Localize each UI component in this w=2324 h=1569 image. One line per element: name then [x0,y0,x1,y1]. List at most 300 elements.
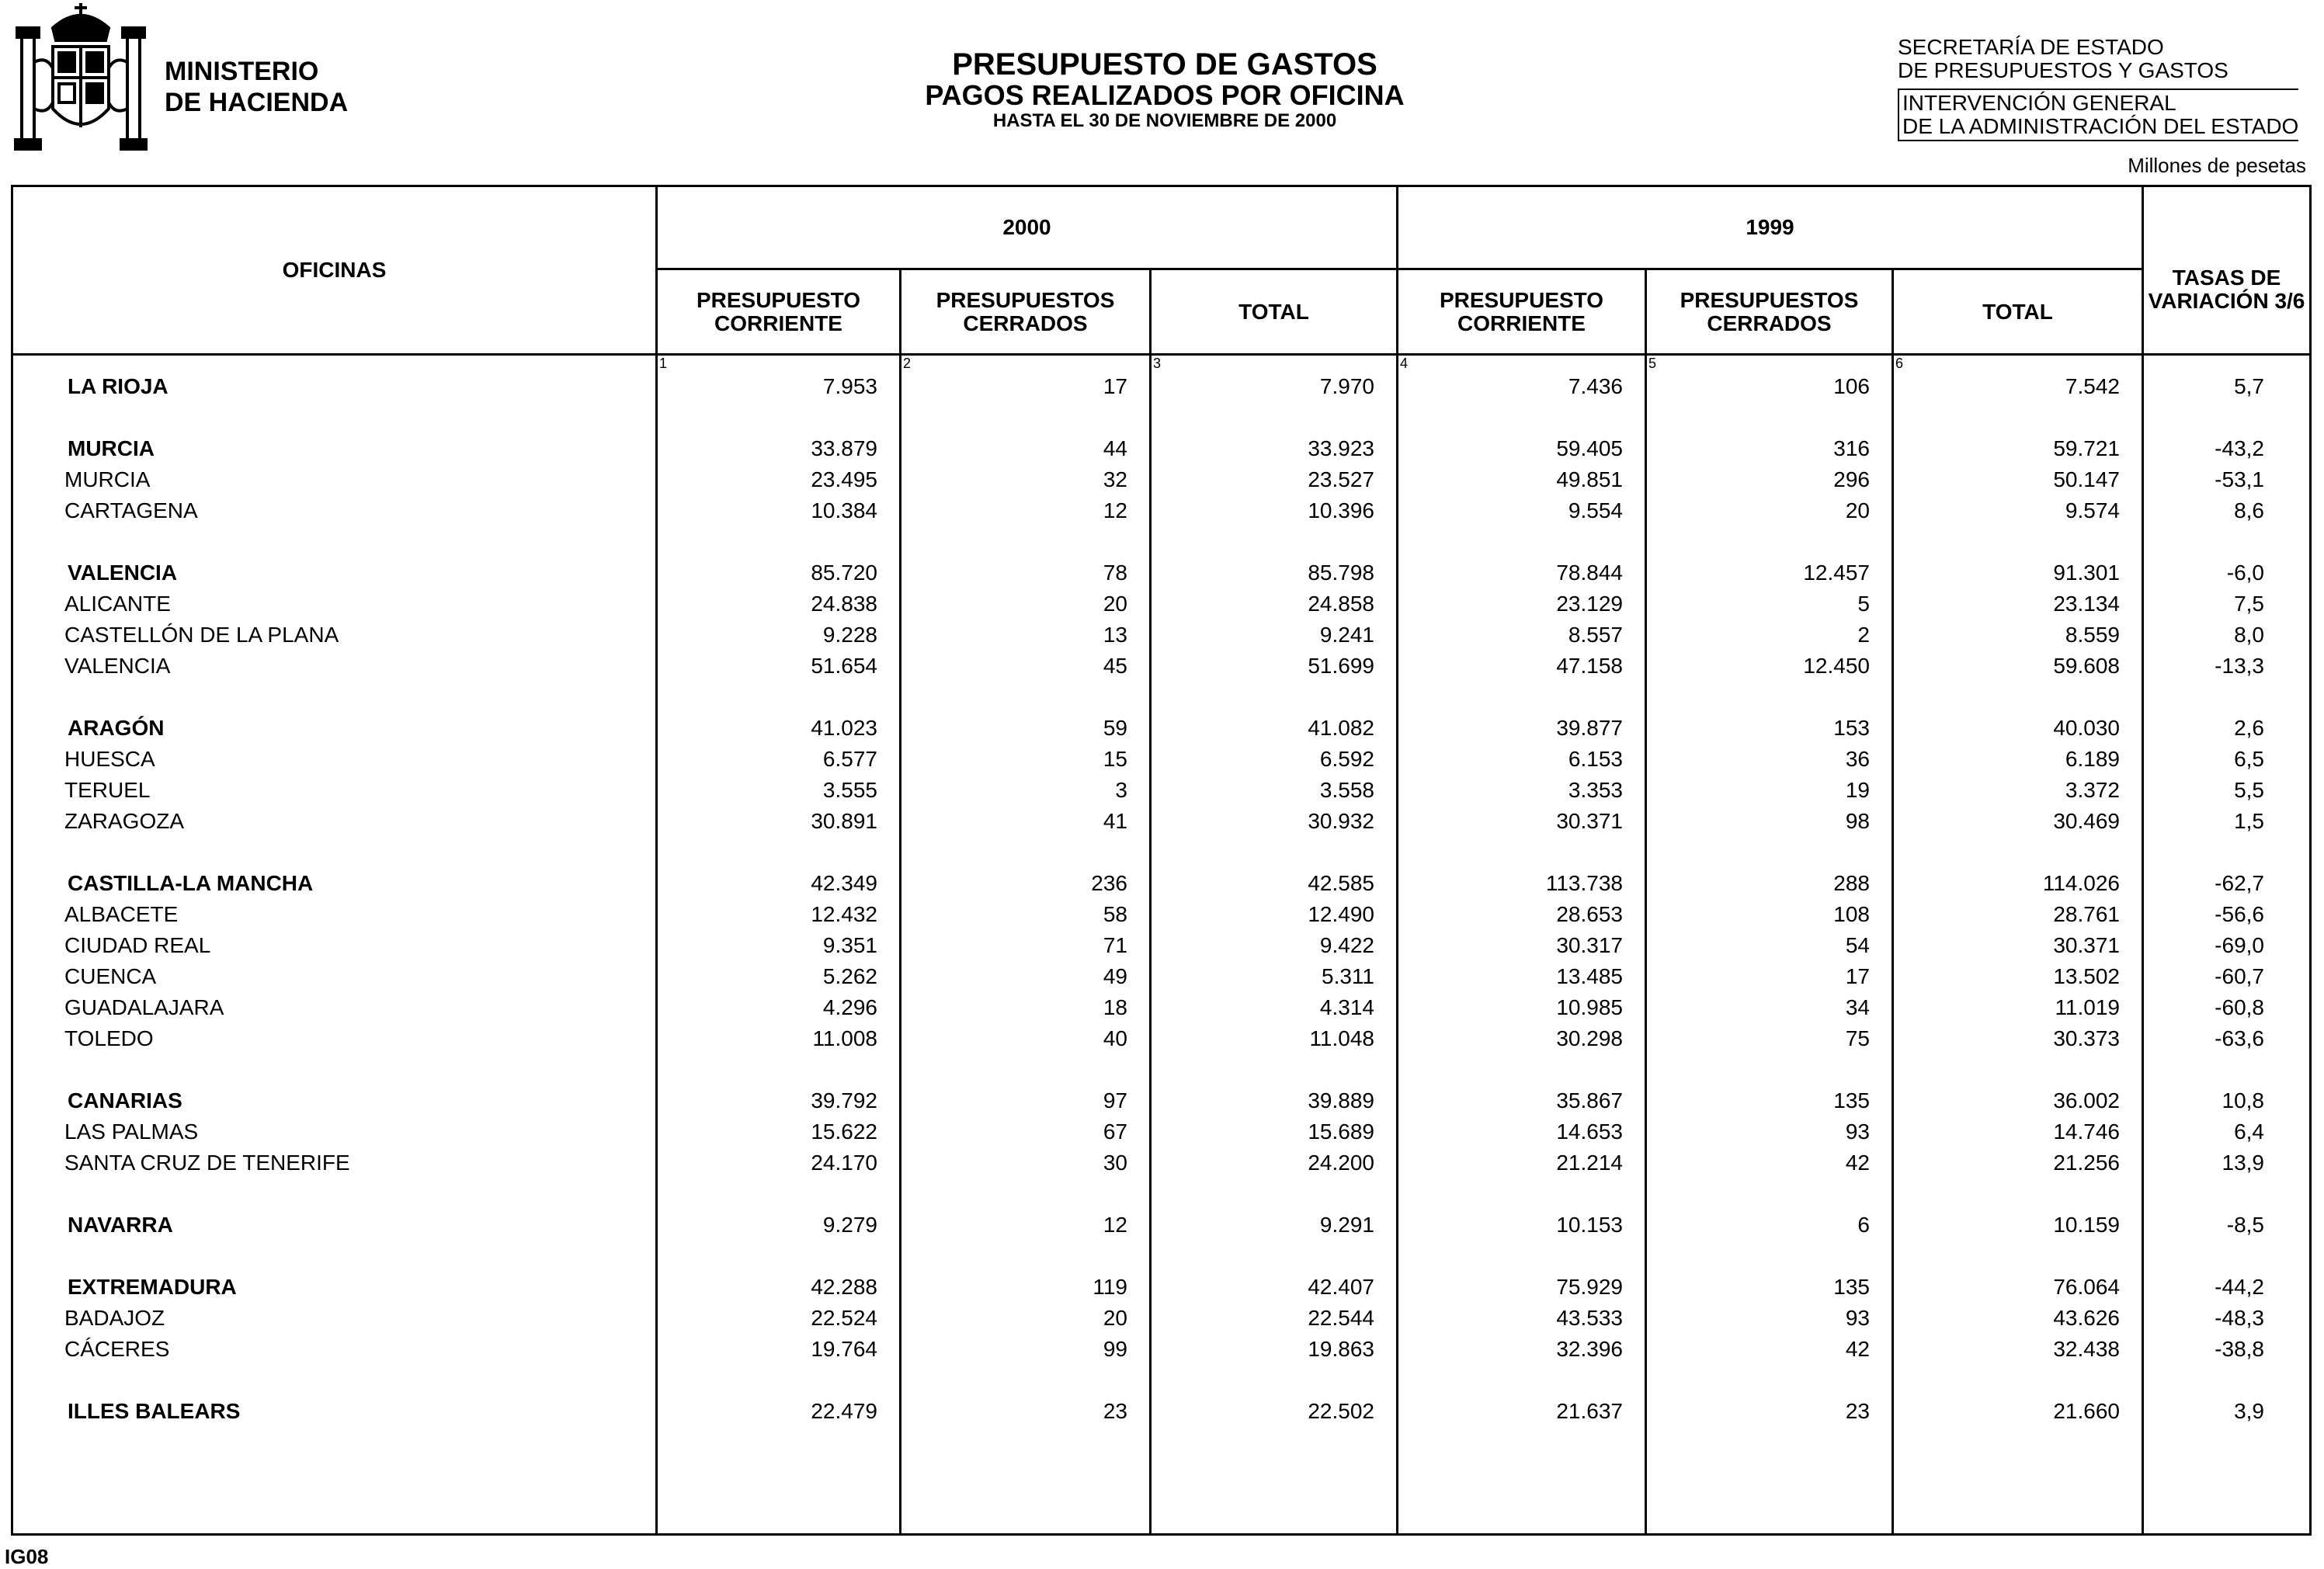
ministry-name [165,56,348,118]
value-c1: 24.170 [657,1147,901,1178]
table-row [12,588,2311,620]
value-c5: 75 [1646,1023,1893,1054]
table-row [12,930,2311,961]
spacer-cell [12,1365,657,1396]
value-c2: 49 [901,961,1151,992]
value-c5: 6 [1646,1210,1893,1241]
value-tasa: -48,3 [2143,1303,2311,1334]
spacer-cell [12,526,657,557]
spacer-cell [901,1365,1151,1396]
spacer-cell [657,682,901,713]
value-c3: 85.798 [1151,557,1398,588]
spacer-cell [1151,1054,1398,1085]
table-row-group [12,1085,2311,1116]
value-c1: 3.555 [657,775,901,806]
value-c4: 6.153 [1398,744,1646,775]
value-c2: 41 [901,806,1151,837]
value-c2: 78 [901,557,1151,588]
value-c6: 23.134 [1893,588,2143,620]
value-c6: 28.761 [1893,899,2143,930]
spacer-cell [1646,837,1893,868]
value-c4: 49.851 [1398,464,1646,495]
report-title-block [776,48,1553,132]
header-2000-total: TOTAL [1151,269,1398,355]
value-c2: 17 [901,371,1151,402]
value-c1: 15.622 [657,1116,901,1147]
table-row [12,651,2311,682]
spacer-cell [12,837,657,868]
value-tasa: 6,5 [2143,744,2311,775]
value-c5: 36 [1646,744,1893,775]
value-c4: 14.653 [1398,1116,1646,1147]
value-c6: 6.189 [1893,744,2143,775]
value-c4: 47.158 [1398,651,1646,682]
header-1999-cerrados: PRESUPUESTOS CERRADOS [1646,269,1893,355]
spacer-cell [1646,1241,1893,1272]
table-row-group [12,1396,2311,1427]
spacer-cell [2143,1054,2311,1085]
spacer-cell [1646,682,1893,713]
header-1999-total: TOTAL [1893,269,2143,355]
column-number-blank [2143,355,2311,372]
value-c3: 4.314 [1151,992,1398,1023]
spacer-cell [657,1241,901,1272]
spacer-cell [1893,1365,2143,1396]
table-row [12,1147,2311,1178]
value-c4: 21.637 [1398,1396,1646,1427]
value-c4: 35.867 [1398,1085,1646,1116]
value-c6: 50.147 [1893,464,2143,495]
table-row [12,464,2311,495]
value-c1: 41.023 [657,713,901,744]
value-c6: 43.626 [1893,1303,2143,1334]
spacer-cell [1646,1178,1893,1210]
filler-cell [1646,1427,1893,1535]
value-c6: 11.019 [1893,992,2143,1023]
value-c6: 7.542 [1893,371,2143,402]
value-tasa: 1,5 [2143,806,2311,837]
office-name: CIUDAD REAL [12,930,657,961]
spacer-row [12,1054,2311,1085]
spacer-cell [657,526,901,557]
table-row [12,961,2311,992]
table-bottom-filler [12,1427,2311,1535]
value-c2: 71 [901,930,1151,961]
spacer-cell [1151,837,1398,868]
value-c2: 23 [901,1396,1151,1427]
spacer-cell [657,402,901,433]
spacer-cell [1893,837,2143,868]
spacer-cell [1398,526,1646,557]
value-c3: 22.544 [1151,1303,1398,1334]
value-c1: 5.262 [657,961,901,992]
value-c2: 3 [901,775,1151,806]
spacer-cell [2143,837,2311,868]
office-name: GUADALAJARA [12,992,657,1023]
office-name: ALBACETE [12,899,657,930]
office-group-name: LA RIOJA [12,371,657,402]
value-c3: 24.858 [1151,588,1398,620]
value-c4: 78.844 [1398,557,1646,588]
value-c6: 91.301 [1893,557,2143,588]
value-tasa: 2,6 [2143,713,2311,744]
filler-cell [12,1427,657,1535]
spacer-cell [901,837,1151,868]
value-c2: 58 [901,899,1151,930]
office-group-name: VALENCIA [12,557,657,588]
value-c4: 30.317 [1398,930,1646,961]
value-c5: 93 [1646,1116,1893,1147]
spacer-cell [901,1178,1151,1210]
spacer-row [12,837,2311,868]
value-tasa: -6,0 [2143,557,2311,588]
value-c4: 39.877 [1398,713,1646,744]
value-c3: 7.970 [1151,371,1398,402]
value-c5: 106 [1646,371,1893,402]
spacer-cell [1151,682,1398,713]
spacer-cell [1646,526,1893,557]
issuer-box-line2: DE LA ADMINISTRACIÓN DEL ESTADO [1902,114,2299,138]
value-c6: 8.559 [1893,620,2143,651]
office-name: TERUEL [12,775,657,806]
value-c1: 9.351 [657,930,901,961]
office-name: TOLEDO [12,1023,657,1054]
table-row [12,806,2311,837]
value-c5: 296 [1646,464,1893,495]
value-c6: 10.159 [1893,1210,2143,1241]
column-number: 6 [1893,355,2143,372]
spacer-cell [901,526,1151,557]
value-c2: 12 [901,1210,1151,1241]
value-c5: 12.457 [1646,557,1893,588]
value-c3: 42.407 [1151,1272,1398,1303]
value-tasa: 7,5 [2143,588,2311,620]
issuer-line1: SECRETARÍA DE ESTADO [1898,35,2164,59]
value-c4: 75.929 [1398,1272,1646,1303]
value-c5: 12.450 [1646,651,1893,682]
spacer-cell [2143,1178,2311,1210]
value-tasa: 5,5 [2143,775,2311,806]
value-c3: 33.923 [1151,433,1398,464]
value-c1: 9.279 [657,1210,901,1241]
spacer-row [12,1365,2311,1396]
spacer-cell [1893,526,2143,557]
table-row-group [12,557,2311,588]
filler-cell [2143,1427,2311,1535]
value-tasa: -60,8 [2143,992,2311,1023]
filler-cell [1398,1427,1646,1535]
value-c2: 12 [901,495,1151,526]
value-c6: 13.502 [1893,961,2143,992]
value-c4: 10.985 [1398,992,1646,1023]
value-c3: 11.048 [1151,1023,1398,1054]
value-c1: 33.879 [657,433,901,464]
value-c2: 18 [901,992,1151,1023]
value-c4: 113.738 [1398,868,1646,899]
column-number: 2 [901,355,1151,372]
value-c3: 10.396 [1151,495,1398,526]
office-group-name: MURCIA [12,433,657,464]
filler-cell [657,1427,901,1535]
value-c1: 9.228 [657,620,901,651]
value-c5: 135 [1646,1085,1893,1116]
spacer-cell [901,402,1151,433]
value-c4: 28.653 [1398,899,1646,930]
value-c1: 30.891 [657,806,901,837]
spacer-row [12,1178,2311,1210]
value-c6: 114.026 [1893,868,2143,899]
spacer-cell [1398,682,1646,713]
value-c1: 42.288 [657,1272,901,1303]
spacer-cell [1646,1365,1893,1396]
spacer-cell [1151,1365,1398,1396]
value-tasa: -8,5 [2143,1210,2311,1241]
table-row-group [12,1210,2311,1241]
value-c3: 22.502 [1151,1396,1398,1427]
spacer-cell [657,1178,901,1210]
header-oficinas: OFICINAS [12,186,657,355]
value-tasa: -13,3 [2143,651,2311,682]
spacer-cell [1398,1365,1646,1396]
value-c1: 24.838 [657,588,901,620]
value-c5: 17 [1646,961,1893,992]
value-c1: 11.008 [657,1023,901,1054]
spacer-cell [1151,526,1398,557]
table-row-group [12,868,2311,899]
value-c4: 7.436 [1398,371,1646,402]
coat-of-arms-emblem [6,0,155,168]
filler-cell [901,1427,1151,1535]
value-c6: 30.371 [1893,930,2143,961]
value-c1: 22.479 [657,1396,901,1427]
value-c2: 99 [901,1334,1151,1365]
value-c3: 24.200 [1151,1147,1398,1178]
value-c4: 8.557 [1398,620,1646,651]
value-c2: 13 [901,620,1151,651]
table-row [12,1334,2311,1365]
value-c3: 39.889 [1151,1085,1398,1116]
value-c5: 54 [1646,930,1893,961]
value-c2: 15 [901,744,1151,775]
spacer-cell [1893,1178,2143,1210]
issuer-box [1898,89,2298,141]
table-body [12,355,2311,1535]
office-group-name: NAVARRA [12,1210,657,1241]
value-c3: 30.932 [1151,806,1398,837]
spacer-cell [901,1241,1151,1272]
value-c2: 44 [901,433,1151,464]
spacer-cell [1893,402,2143,433]
value-c2: 45 [901,651,1151,682]
spacer-cell [1151,402,1398,433]
value-c6: 14.746 [1893,1116,2143,1147]
value-c4: 59.405 [1398,433,1646,464]
office-group-name: ILLES BALEARS [12,1396,657,1427]
column-number: 1 [657,355,901,372]
header-year-2000: 2000 [657,186,1398,269]
value-c6: 9.574 [1893,495,2143,526]
value-c4: 10.153 [1398,1210,1646,1241]
value-tasa: -44,2 [2143,1272,2311,1303]
value-c5: 316 [1646,433,1893,464]
spacer-cell [12,682,657,713]
value-c1: 42.349 [657,868,901,899]
spacer-cell [12,1054,657,1085]
spacer-cell [1398,1241,1646,1272]
office-group-name: EXTREMADURA [12,1272,657,1303]
payments-table [11,185,2312,1536]
spacer-cell [1398,1054,1646,1085]
value-c1: 7.953 [657,371,901,402]
value-c3: 6.592 [1151,744,1398,775]
value-c1: 23.495 [657,464,901,495]
spacer-cell [2143,526,2311,557]
value-c4: 13.485 [1398,961,1646,992]
column-number: 3 [1151,355,1398,372]
value-c3: 3.558 [1151,775,1398,806]
value-c3: 5.311 [1151,961,1398,992]
issuer-line2: DE PRESUPUESTOS Y GASTOS [1898,58,2228,82]
table-row-group [12,713,2311,744]
spacer-cell [1151,1241,1398,1272]
value-c1: 85.720 [657,557,901,588]
value-c5: 23 [1646,1396,1893,1427]
office-group-name: CANARIAS [12,1085,657,1116]
value-c4: 43.533 [1398,1303,1646,1334]
value-c5: 5 [1646,588,1893,620]
office-name: CARTAGENA [12,495,657,526]
value-c4: 9.554 [1398,495,1646,526]
value-c1: 22.524 [657,1303,901,1334]
value-c4: 23.129 [1398,588,1646,620]
office-name: HUESCA [12,744,657,775]
value-c6: 36.002 [1893,1085,2143,1116]
value-c5: 34 [1646,992,1893,1023]
value-c6: 59.721 [1893,433,2143,464]
filler-cell [1151,1427,1398,1535]
value-tasa: -60,7 [2143,961,2311,992]
value-c1: 39.792 [657,1085,901,1116]
value-tasa: -63,6 [2143,1023,2311,1054]
spacer-row [12,402,2311,433]
value-c3: 15.689 [1151,1116,1398,1147]
spacer-cell [1398,837,1646,868]
value-c2: 97 [901,1085,1151,1116]
value-tasa: 3,9 [2143,1396,2311,1427]
value-c1: 19.764 [657,1334,901,1365]
office-name: CASTELLÓN DE LA PLANA [12,620,657,651]
spacer-cell [901,1054,1151,1085]
value-c3: 19.863 [1151,1334,1398,1365]
value-tasa: -38,8 [2143,1334,2311,1365]
value-c5: 19 [1646,775,1893,806]
header-tasas: TASAS DE VARIACIÓN 3/6 [2143,186,2311,355]
value-c6: 40.030 [1893,713,2143,744]
issuer-block [1898,36,2298,141]
units-label: Millones de pesetas [2128,154,2306,177]
value-c5: 98 [1646,806,1893,837]
table-row [12,1116,2311,1147]
value-c5: 288 [1646,868,1893,899]
value-c1: 6.577 [657,744,901,775]
value-c2: 20 [901,1303,1151,1334]
spacer-cell [901,682,1151,713]
spacer-cell [1646,1054,1893,1085]
header-year-1999: 1999 [1398,186,2143,269]
report-date: HASTA EL 30 DE NOVIEMBRE DE 2000 [992,110,1337,131]
spacer-cell [12,1241,657,1272]
spacer-cell [657,837,901,868]
table-row [12,1023,2311,1054]
column-number: 4 [1398,355,1646,372]
value-c2: 119 [901,1272,1151,1303]
value-c5: 135 [1646,1272,1893,1303]
office-name: ALICANTE [12,588,657,620]
value-c5: 108 [1646,899,1893,930]
spacer-cell [2143,402,2311,433]
spacer-cell [1398,402,1646,433]
value-c2: 32 [901,464,1151,495]
value-c5: 153 [1646,713,1893,744]
table-row [12,1303,2311,1334]
value-c1: 4.296 [657,992,901,1023]
value-c5: 93 [1646,1303,1893,1334]
table-row-group [12,433,2311,464]
value-c6: 30.469 [1893,806,2143,837]
spacer-cell [12,402,657,433]
office-name: VALENCIA [12,651,657,682]
column-number-blank [12,355,657,372]
spacer-row [12,526,2311,557]
value-c6: 21.256 [1893,1147,2143,1178]
office-name: CUENCA [12,961,657,992]
value-c2: 59 [901,713,1151,744]
ministry-line1: MINISTERIO [165,57,319,86]
spacer-cell [2143,1365,2311,1396]
value-tasa: 13,9 [2143,1147,2311,1178]
office-name: ZARAGOZA [12,806,657,837]
value-c4: 30.298 [1398,1023,1646,1054]
value-c1: 10.384 [657,495,901,526]
spacer-cell [657,1365,901,1396]
value-c4: 32.396 [1398,1334,1646,1365]
value-c3: 9.241 [1151,620,1398,651]
value-tasa: 5,7 [2143,371,2311,402]
spacer-cell [1893,1054,2143,1085]
value-tasa: -69,0 [2143,930,2311,961]
footer-code: IG08 [5,1545,49,1568]
office-name: CÁCERES [12,1334,657,1365]
value-tasa: -43,2 [2143,433,2311,464]
spacer-cell [1151,1178,1398,1210]
office-name: LAS PALMAS [12,1116,657,1147]
header-2000-cerrados: PRESUPUESTOS CERRADOS [901,269,1151,355]
table-row-group [12,1272,2311,1303]
value-c5: 20 [1646,495,1893,526]
value-c4: 21.214 [1398,1147,1646,1178]
spacer-cell [657,1054,901,1085]
header-1999-corriente: PRESUPUESTO CORRIENTE [1398,269,1646,355]
value-c6: 59.608 [1893,651,2143,682]
value-tasa: -53,1 [2143,464,2311,495]
value-c2: 30 [901,1147,1151,1178]
spacer-cell [1646,402,1893,433]
spacer-cell [2143,1241,2311,1272]
value-c6: 3.372 [1893,775,2143,806]
value-c3: 23.527 [1151,464,1398,495]
office-name: BADAJOZ [12,1303,657,1334]
table-row [12,775,2311,806]
